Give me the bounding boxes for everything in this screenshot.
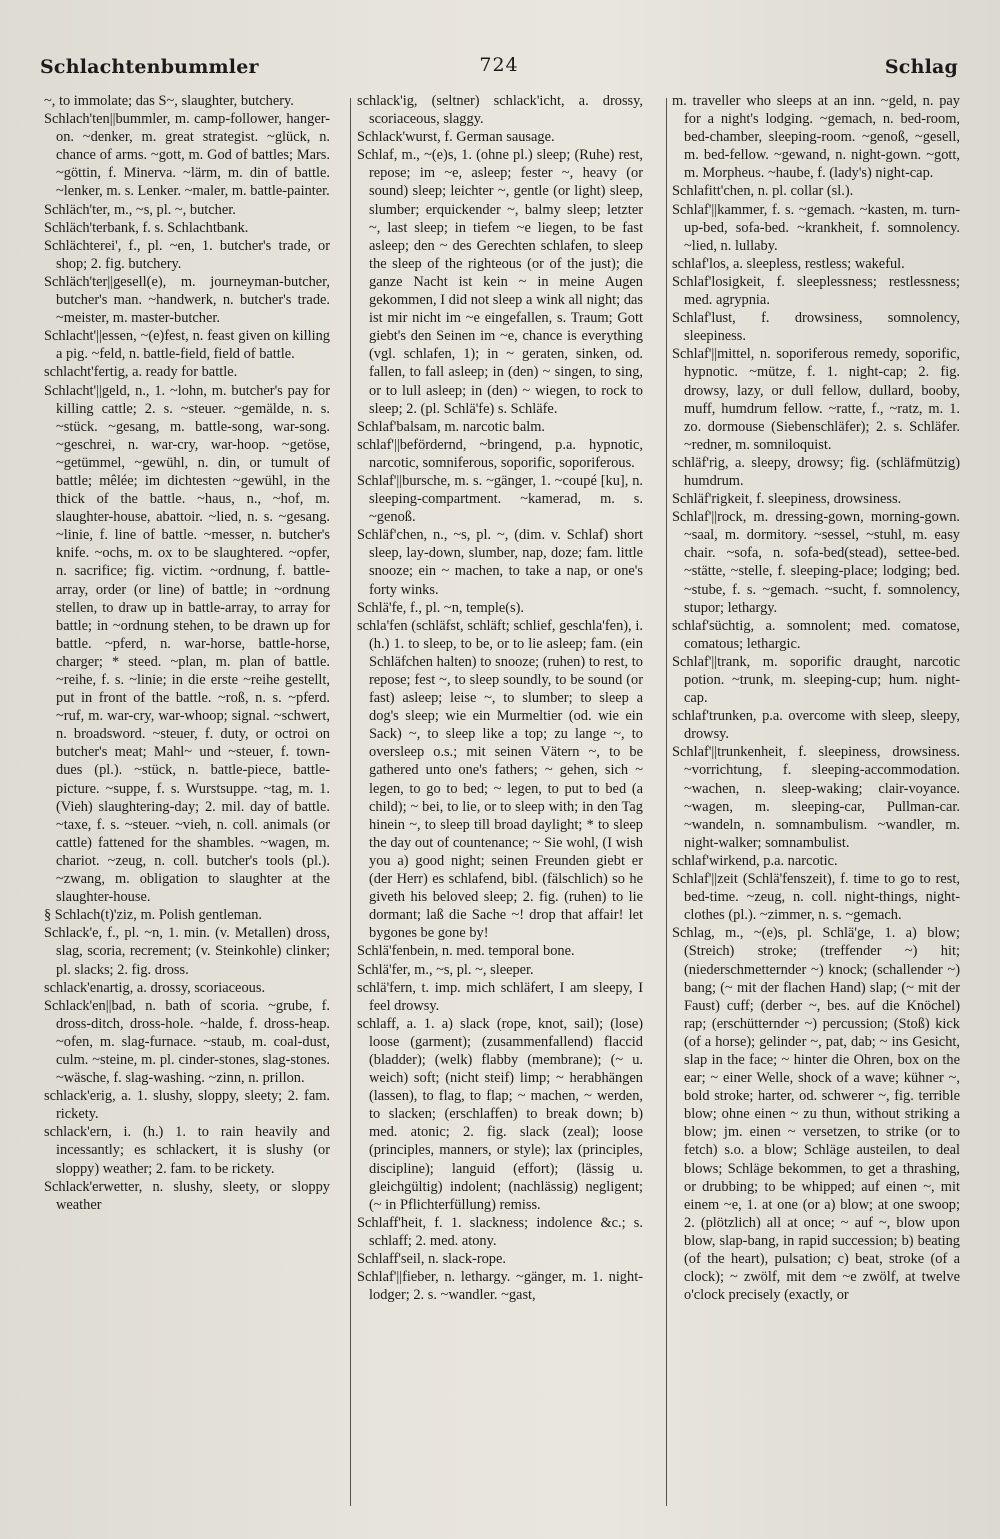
dictionary-entry: schlaf'süchtig, a. somnolent; med. comatose, comatous; lethargic. bbox=[672, 617, 960, 652]
dictionary-entry: schlaf'los, a. sleepless, restless; wakeful. bbox=[672, 255, 905, 272]
dictionary-entry: schlack'enartig, a. drossy, scoriaceous. bbox=[44, 979, 266, 996]
dictionary-entry: Schlacht'||geld, n., 1. ~lohn, m. butcher's pay for killing cattle; 2. s. ~steuer. ~gemälde, n. s. ~stück. ~gesang, m. battle-song, war-song. ~geschrei, n. war-cry, war-hoop. ~getöse, ~getümmel, ~gewühl, n. din, or tumult of battle; mêlée; im dichtesten ~gewühl, in the thick of the battle. ~haus, n., ~hof, m. slaughter-house, abattoir. ~lied, n. s. ~gesang. ~linie, f. line of battle. ~messer, n. butcher's knife. ~ochs, m. ox to be slaughtered. ~opfer, n. sacrifice; fig. victim. ~ordnung, f. battle-array, order (or line) of battle; in ~ordnung stellen, to draw up in battle-array, to array for battle; in ~ordnung stehen, to be drawn up for battle. ~pferd, n. war-horse, battle-horse, charger; * steed. ~plan, m. plan of battle. ~reihe, f. s. ~linie; in die erste ~reihe gestellt, put in front of the battle. ~roß, n. s. ~pferd. ~ruf, m. war-cry, war-whoop; signal. ~schwert, n. broadsword. ~steuer, f. duty, or octroi on butcher's meat; Mahl~ und ~steuer, f. town-dues (pl.). ~stück, n. battle-piece, battle-picture. ~suppe, f. s. Wurstsuppe. ~tag, m. 1. (Vieh) slaughtering-day; 2. mil. day of battle. ~taxe, f. s. ~steuer. ~vieh, n. coll. animals (or cattle) fattened for the shambles. ~wagen, m. chariot. ~zeug, n. coll. butcher's tools (pl.). ~zwang, m. obligation to slaughter at the slaughter-house. bbox=[44, 382, 330, 906]
dictionary-entry: Schlach'ten||bummler, m. camp-follower, hanger-on. ~denker, m. great strategist. ~glück, n. chance of arms. ~gott, m. God of battles; Mars. ~göttin, f. Minerva. ~lärm, m. din of battle. ~lenker, m. s. Lenker. ~maler, m. battle-painter. bbox=[44, 111, 330, 200]
dictionary-entry: schlaf'trunken, p.a. overcome with sleep, sleepy, drowsy. bbox=[672, 708, 960, 743]
dictionary-entry: schlä'fern, t. imp. mich schläfert, I am sleepy, I feel drowsy. bbox=[357, 979, 643, 1014]
dictionary-entry: schlaf'||befördernd, ~bringend, p.a. hypnotic, narcotic, somniferous, soporific, soporiferous. bbox=[357, 436, 643, 471]
dictionary-entry: Schlafitt'chen, n. pl. collar (sl.). bbox=[672, 183, 854, 200]
page-header bbox=[40, 48, 958, 88]
dictionary-entry: Schlaf'lust, f. drowsiness, somnolency, sleepiness. bbox=[672, 310, 960, 345]
dictionary-entry: Schlaf'||zeit (Schlä'fenszeit), f. time to go to rest, bed-time. ~zeug, n. coll. night-things, night-clothes (pl.). ~zimmer, n. s. ~gemach. bbox=[672, 871, 960, 924]
dictionary-entry: Schlä'fer, m., ~s, pl. ~, sleeper. bbox=[357, 961, 534, 978]
dictionary-entry: Schlaff'seil, n. slack-rope. bbox=[357, 1251, 506, 1267]
dictionary-entry: schlaff, a. 1. a) slack (rope, knot, sail); (lose) loose (garment); (zusammenfallend) flaccid (bladder); (welk) flabby (membrane); (~ u. weich) soft; (nicht steif) limp; ~ herabhängen (lassen), to flag, to flap; ~ machen, ~ werden, to slacken; (erschlaffen) to break down; b) med. atonic; 2. fig. slack (zeal); loose (principles, manners, or style); lax (principles, discipline); languid (effort); (lässig u. gleichgültig) indolent; (nachlässig) negligent; (~ in Pflichterfüllung) remiss. bbox=[357, 1015, 643, 1213]
dictionary-entry: Schlacht'||essen, ~(e)fest, n. feast given on killing a pig. ~feld, n. battle-field, field of battle. bbox=[44, 328, 330, 363]
dictionary-entry: schlack'ern, i. (h.) 1. to rain heavily and incessantly; es schlackert, it is slushy (or sloppy) weather; 2. fam. to be rickety. bbox=[44, 1124, 330, 1177]
text-columns bbox=[44, 92, 960, 1512]
dictionary-entry: Schlaf'||mittel, n. soporiferous remedy, soporific, hypnotic. ~mütze, f. 1. night-cap; 2. fig. drowsy, lazy, or dull fellow, dullard, booby, muff, humdrum fellow. ~ratte, f., ~ratz, m. 1. zo. dormouse (Siebenschläfer); 2. s. Schläfer. ~redner, m. somniloquist. bbox=[672, 346, 960, 453]
dictionary-entry: Schlack'e, f., pl. ~n, 1. min. (v. Metallen) dross, slag, scoria, recrement; (v. Steinkohle) clinker; pl. slacks; 2. fig. dross. bbox=[44, 925, 330, 978]
dictionary-entry: Schlä'fenbein, n. med. temporal bone. bbox=[357, 943, 575, 960]
dictionary-entry: schla'fen (schläfst, schläft; schlief, geschla'fen), i. (h.) 1. to sleep, to be, or to lie asleep; fam. (ein Schläfchen halten) to snooze; (ruhen) to rest, to repose; fest ~, to sleep soundly, to be sound (or fast) asleep; leise ~, to slumber; to sleep a dog's sleep; wie ein Murmeltier (od. wie ein Sack) ~, to sleep like a top; zu lange ~, to oversleep o.s.; mit seinen Vätern ~, to be gathered unto one's fathers; ~ gehen, sich ~ legen, to go to bed; ~ legen, to put to bed (a child); ~ bei, to lie, or to sleep with; in den Tag hinein ~, to sleep till broad daylight; * to sleep the day out of countenance; ~ Sie wohl, (I wish you a) good night; seinen Freunden giebt er (der Herr) es schlafend, bibl. (fälschlich) so he giveth his beloved sleep; 2. fig. (ruhen) to lie dormant; laß die Sache ~! drop that affair! let bygones be gone by! bbox=[357, 617, 643, 942]
dictionary-entry: Schlaf'balsam, m. narcotic balm. bbox=[357, 418, 546, 435]
page-number: 724 bbox=[479, 54, 519, 76]
dictionary-entry: Schlä'fe, f., pl. ~n, temple(s). bbox=[357, 599, 525, 616]
dictionary-entry: schläf'rig, a. sleepy, drowsy; fig. (schläfmützig) humdrum. bbox=[672, 454, 960, 489]
dictionary-entry: § Schlach(t)'ziz, m. Polish gentleman. bbox=[44, 907, 263, 924]
dictionary-entry: Schlaf'||bursche, m. s. ~gänger, 1. ~coupé [ku], n. sleeping-compartment. ~kamerad, m. s. ~genoß. bbox=[357, 472, 643, 526]
dictionary-entry: Schlaf'losigkeit, f. sleeplessness; restlessness; med. agrypnia. bbox=[672, 273, 960, 309]
dictionary-entry: Schlack'erwetter, n. slushy, sleety, or sloppy weather bbox=[44, 1178, 330, 1213]
column-left bbox=[44, 92, 330, 1512]
column-middle bbox=[357, 92, 643, 1512]
dictionary-entry: Schlag, m., ~(e)s, pl. Schlä'ge, 1. a) blow; (Streich) stroke; (treffender ~) hit; (niederschmetternder ~) knock; (schallender ~) bang; (~ mit der flachen Hand) slap; (~ mit der Faust) cuff; (derber ~, bes. auf die Knöchel) rap; (erschütternder ~) percussion; (Stoß) kick (of a horse); gelinder ~, pat, dab; ~ ins Gesicht, slap in the face; ~ hinter die Ohren, box on the ear; ~ einer Welle, shock of a wave; kühner ~, bold stroke; harter, od. schwerer ~, fig. terrible blow; ohne einen ~ zu thun, without striking a blow; jm. einen ~ versetzen, to strike (or to fetch) s.o. a blow; Schläge austeilen, to deal blows; Schläge bekommen, to get a thrashing, or drubbing; to be whipped; auf einen ~, mit einem ~e, 1. at one (or a) blow; at one swoop; 2. (plötzlich) all at once; ~ auf ~, blow upon blow, slap-bang, in rapid succession; b) beating (of the heart), pulsation; c) beat, stroke (of a clock); ~ zwölf, mit dem ~e zwölf, at twelve o'clock precisely (exactly, or bbox=[672, 925, 960, 1304]
dictionary-entry: Schlächterei', f., pl. ~en, 1. butcher's trade, or shop; 2. fig. butchery. bbox=[44, 237, 330, 272]
column-right bbox=[672, 92, 960, 1512]
dictionary-entry: schlacht'fertig, a. ready for battle. bbox=[44, 364, 238, 381]
dictionary-entry: Schläf'chen, n., ~s, pl. ~, (dim. v. Schlaf) short sleep, lay-down, slumber, nap, doze; fam. little snooze; ein ~ machen, to take a nap, or one's forty winks. bbox=[357, 527, 643, 598]
right-running-headword: Schlag bbox=[884, 56, 958, 78]
dictionary-entry: m. traveller who sleeps at an inn. ~geld, n. pay for a night's lodging. ~gemach, n. bed-room, bed-chamber, sleeping-room. ~genoß, ~gesell, m. bed-fellow. ~gewand, n. night-gown. ~gott, m. Morpheus. ~haube, f. (lady's) night-cap. bbox=[672, 93, 960, 182]
dictionary-entry: Schlaff'heit, f. 1. slackness; indolence &c.; s. schlaff; 2. med. atony. bbox=[357, 1214, 643, 1249]
dictionary-entry: Schläf'rigkeit, f. sleepiness, drowsiness. bbox=[672, 491, 902, 508]
dictionary-entry: Schlaf'||trank, m. soporific draught, narcotic potion. ~trunk, m. sleeping-cup; hum. night-cap. bbox=[672, 653, 960, 707]
dictionary-entry: ~, to immolate; das S~, slaughter, butchery. bbox=[44, 93, 294, 109]
dictionary-entry: Schlack'en||bad, n. bath of scoria. ~grube, f. dross-ditch, dross-hole. ~halde, f. dross-heap. ~ofen, m. slag-furnace. ~staub, m. coal-dust, culm. ~steine, m. pl. cinder-stones, slag-stones. ~wäsche, f. slag-washing. ~zinn, n. prillon. bbox=[44, 997, 330, 1087]
dictionary-entry: Schlaf'||kammer, f. s. ~gemach. ~kasten, m. turn-up-bed, sofa-bed. ~krankheit, f. somnolency. ~lied, n. lullaby. bbox=[672, 201, 960, 254]
dictionary-entry: Schläch'ter, m., ~s, pl. ~, butcher. bbox=[44, 201, 236, 218]
dictionary-entry: Schläch'ter||gesell(e), m. journeyman-butcher, butcher's man. ~handwerk, n. butcher's trade. ~meister, m. master-butcher. bbox=[44, 273, 330, 327]
dictionary-entry: schlack'erig, a. 1. slushy, sloppy, sleety; 2. fam. rickety. bbox=[44, 1088, 330, 1123]
left-running-headword: Schlachtenbummler bbox=[40, 56, 259, 78]
dictionary-entry: Schläch'terbank, f. s. Schlachtbank. bbox=[44, 219, 249, 236]
dictionary-entry: Schlaf, m., ~(e)s, 1. (ohne pl.) sleep; (Ruhe) rest, repose; im ~e, asleep; fester ~, heavy (or sound) sleep; leichter ~, gentle (or light) sleep, slumber; erquickender ~, balmy sleep; letzter ~, last sleep; in tiefem ~e liegen, to be fast asleep; den ~ des Gerechten schlafen, to sleep the sleep of the righteous (or of the just); die ganze Nacht ist kein ~ in meine Augen gekommen, I did not sleep a wink all night; das ist mir nicht im ~e eingefallen, s. Traum; Gott giebt's den Seinen im ~e, chance is everything (vgl. schlafen, 1); in ~ geraten, sinken, od. fallen, to fall asleep; in (den) ~ singen, to sing, or to lull asleep; in (den) ~ wiegen, to rock to sleep; 2. (pl. Schlä'fe) s. Schläfe. bbox=[357, 147, 643, 417]
dictionary-entry: Schlaf'||fieber, n. lethargy. ~gänger, m. 1. night-lodger; 2. s. ~wandler. ~gast, bbox=[357, 1269, 643, 1304]
dictionary-entry: Schlack'wurst, f. German sausage. bbox=[357, 129, 555, 146]
dictionary-entry: schlack'ig, (seltner) schlack'icht, a. drossy, scoriaceous, slaggy. bbox=[357, 93, 643, 128]
dictionary-entry: schlaf'wirkend, p.a. narcotic. bbox=[672, 852, 838, 869]
dictionary-entry: Schlaf'||rock, m. dressing-gown, morning-gown. ~saal, m. dormitory. ~sessel, ~stuhl, m. easy chair. ~sofa, n. sofa-bed(stead), settee-bed. ~stätte, ~stelle, f. sleeping-place; lodging; bed. ~stube, f. s. ~gemach. ~sucht, f. somnolency, stupor; lethargy. bbox=[672, 509, 960, 616]
dictionary-entry: Schlaf'||trunkenheit, f. sleepiness, drowsiness. ~vorrichtung, f. sleeping-accommodation. ~wachen, n. sleep-waking; clair-voyance. ~wagen, m. sleeping-car, Pullman-car. ~wandeln, n. somnambulism. ~wandler, m. night-walker; somnambulist. bbox=[672, 744, 960, 851]
